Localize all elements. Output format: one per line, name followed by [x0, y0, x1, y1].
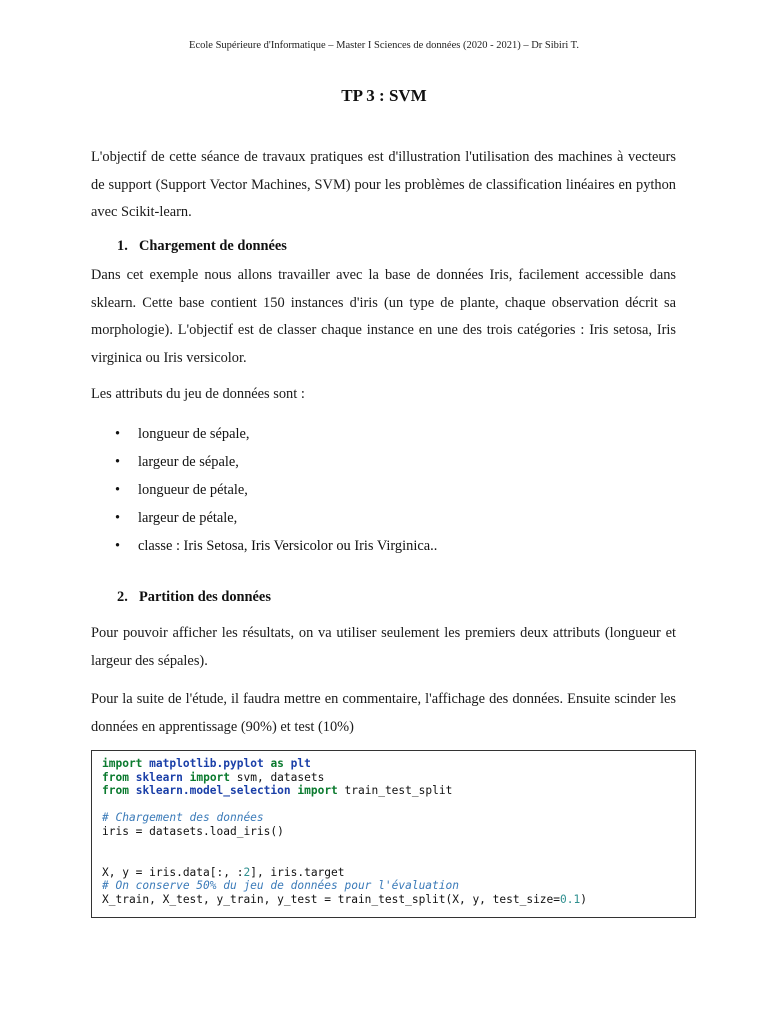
code-line	[102, 852, 685, 866]
code-comment: # On conserve 50% du jeu de données pour l'évaluation	[102, 879, 459, 893]
list-item: • longueur de sépale,	[91, 420, 437, 448]
page-title: TP 3 : SVM	[341, 86, 427, 105]
section-1-title: Chargement de données	[139, 238, 287, 254]
code-line: from sklearn.model_selection import train_test_split	[102, 784, 453, 798]
code-line: iris = datasets.load_iris()	[102, 824, 284, 838]
code-line: X_train, X_test, y_train, y_test = train_test_split(X, y, test_size=0.1)	[102, 892, 587, 906]
section-2-title: Partition des données	[139, 589, 271, 605]
list-item: • largeur de pétale,	[91, 504, 437, 532]
attributes-list	[91, 420, 437, 560]
page-header: Ecole Supérieure d'Informatique – Master I Sciences de données (2020 - 2021) – Dr Sibiri T.	[189, 40, 579, 51]
section-2-heading	[117, 589, 271, 606]
list-item: • largeur de sépale,	[91, 448, 437, 476]
attributes-intro: Les attributs du jeu de données sont :	[91, 386, 305, 402]
code-line: from sklearn import svm, datasets	[102, 770, 325, 784]
section-2-number: 2.	[117, 589, 128, 605]
bullet-icon: •	[115, 510, 121, 526]
code-line	[102, 839, 685, 853]
code-block	[91, 750, 696, 918]
code-line: X, y = iris.data[:, :2], iris.target	[102, 865, 345, 879]
section-2-paragraph-2: Pour la suite de l'étude, il faudra mettre en commentaire, l'affichage des données. Ensuite scinder les données en apprentissage (90%) et test (10%)	[91, 691, 676, 735]
list-item: • classe : Iris Setosa, Iris Versicolor ou Iris Virginica..	[91, 532, 437, 560]
bullet-icon: •	[115, 482, 121, 498]
section-1-number: 1.	[117, 238, 128, 254]
intro-paragraph: L'objectif de cette séance de travaux pratiques est d'illustration l'utilisation des machines à vecteurs de support (Support Vector Machines, SVM) pour les problèmes de classification linéaires en python avec Scikit-learn.	[91, 149, 676, 220]
code-comment: # Chargement des données	[102, 811, 264, 825]
bullet-icon: •	[115, 454, 121, 470]
list-item: • longueur de pétale,	[91, 476, 437, 504]
section-1-heading	[117, 238, 287, 255]
code-line	[102, 798, 685, 812]
bullet-icon: •	[115, 538, 121, 554]
section-1-paragraph: Dans cet exemple nous allons travailler avec la base de données Iris, facilement accessible dans sklearn. Cette base contient 150 instances d'iris (un type de plante, chaque observation décrit sa morphologie). L'objectif est de classer chaque instance en une des trois catégories : Iris setosa, Iris virginica ou Iris versicolor.	[91, 267, 676, 366]
bullet-icon: •	[115, 426, 121, 442]
section-2-paragraph-1: Pour pouvoir afficher les résultats, on va utiliser seulement les premiers deux attributs (longueur et largeur des sépales).	[91, 625, 676, 669]
code-line: import matplotlib.pyplot as plt	[102, 757, 311, 770]
